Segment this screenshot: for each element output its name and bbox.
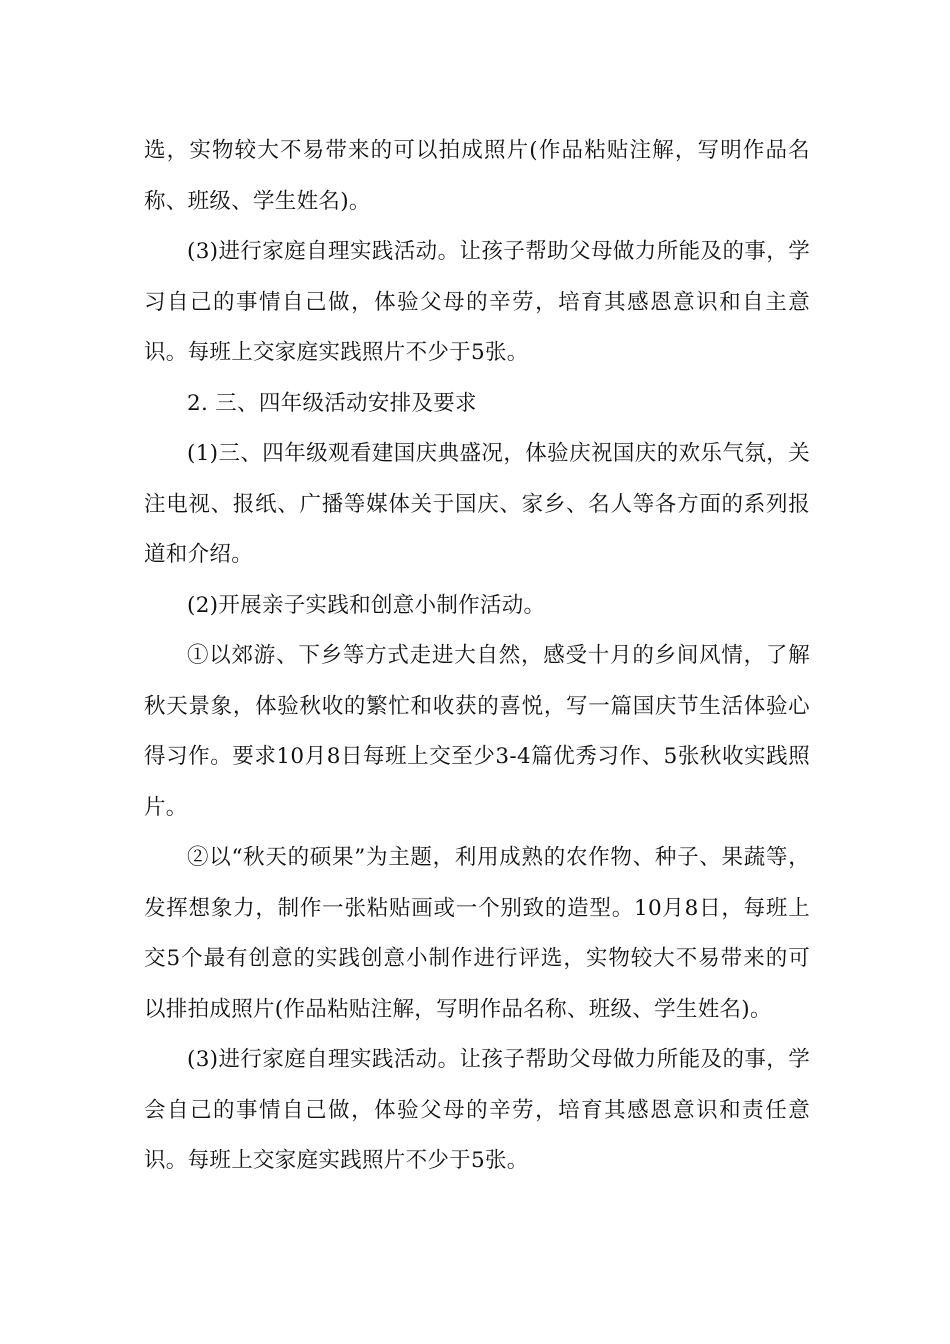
paragraph-watch-ceremony: (1)三、四年级观看建国庆典盛况，体验庆祝国庆的欢乐气氛，关注电视、报纸、广播等媒体关于国庆、家乡、名人等各方面的系列报道和介绍。 (144, 441, 810, 567)
paragraph-home-practice-2: (3)进行家庭自理实践活动。让孩子帮助父母做力所能及的事，学会自己的事情自己做，体验父母的辛劳，培育其感恩意识和责任意识。每班上交家庭实践照片不少于5张。 (144, 1047, 810, 1173)
paragraph-parent-child-practice: (2)开展亲子实践和创意小制作活动。 (187, 592, 546, 618)
section-heading-grade-3-4: 2. 三、四年级活动安排及要求 (187, 390, 477, 416)
paragraph-continuation: 选，实物较大不易带来的可以拍成照片(作品粘贴注解，写明作品名称、班级、学生姓名)。 (144, 138, 810, 214)
paragraph-autumn-harvest-craft: ②以“秋天的硕果”为主题，利用成熟的农作物、种子、果蔬等，发挥想象力，制作一张粘贴画或一个别致的造型。10月8日，每班上交5个最有创意的实践创意小制作进行评选，实物较大不易带来的可以排拍成照片(作品粘贴注解，写明作品名称、班级、学生姓名)。 (144, 845, 810, 1022)
document-body (144, 126, 810, 1187)
paragraph-home-practice-1: (3)进行家庭自理实践活动。让孩子帮助父母做力所能及的事，学习自己的事情自己做，体验父母的辛劳，培育其感恩意识和自主意识。每班上交家庭实践照片不少于5张。 (144, 239, 810, 365)
paragraph-outing-essay: ①以郊游、下乡等方式走进大自然，感受十月的乡间风情，了解秋天景象，体验秋收的繁忙和收获的喜悦，写一篇国庆节生活体验心得习作。要求10月8日每班上交至少3-4篇优秀习作、5张秋收实践照片。 (144, 643, 810, 820)
